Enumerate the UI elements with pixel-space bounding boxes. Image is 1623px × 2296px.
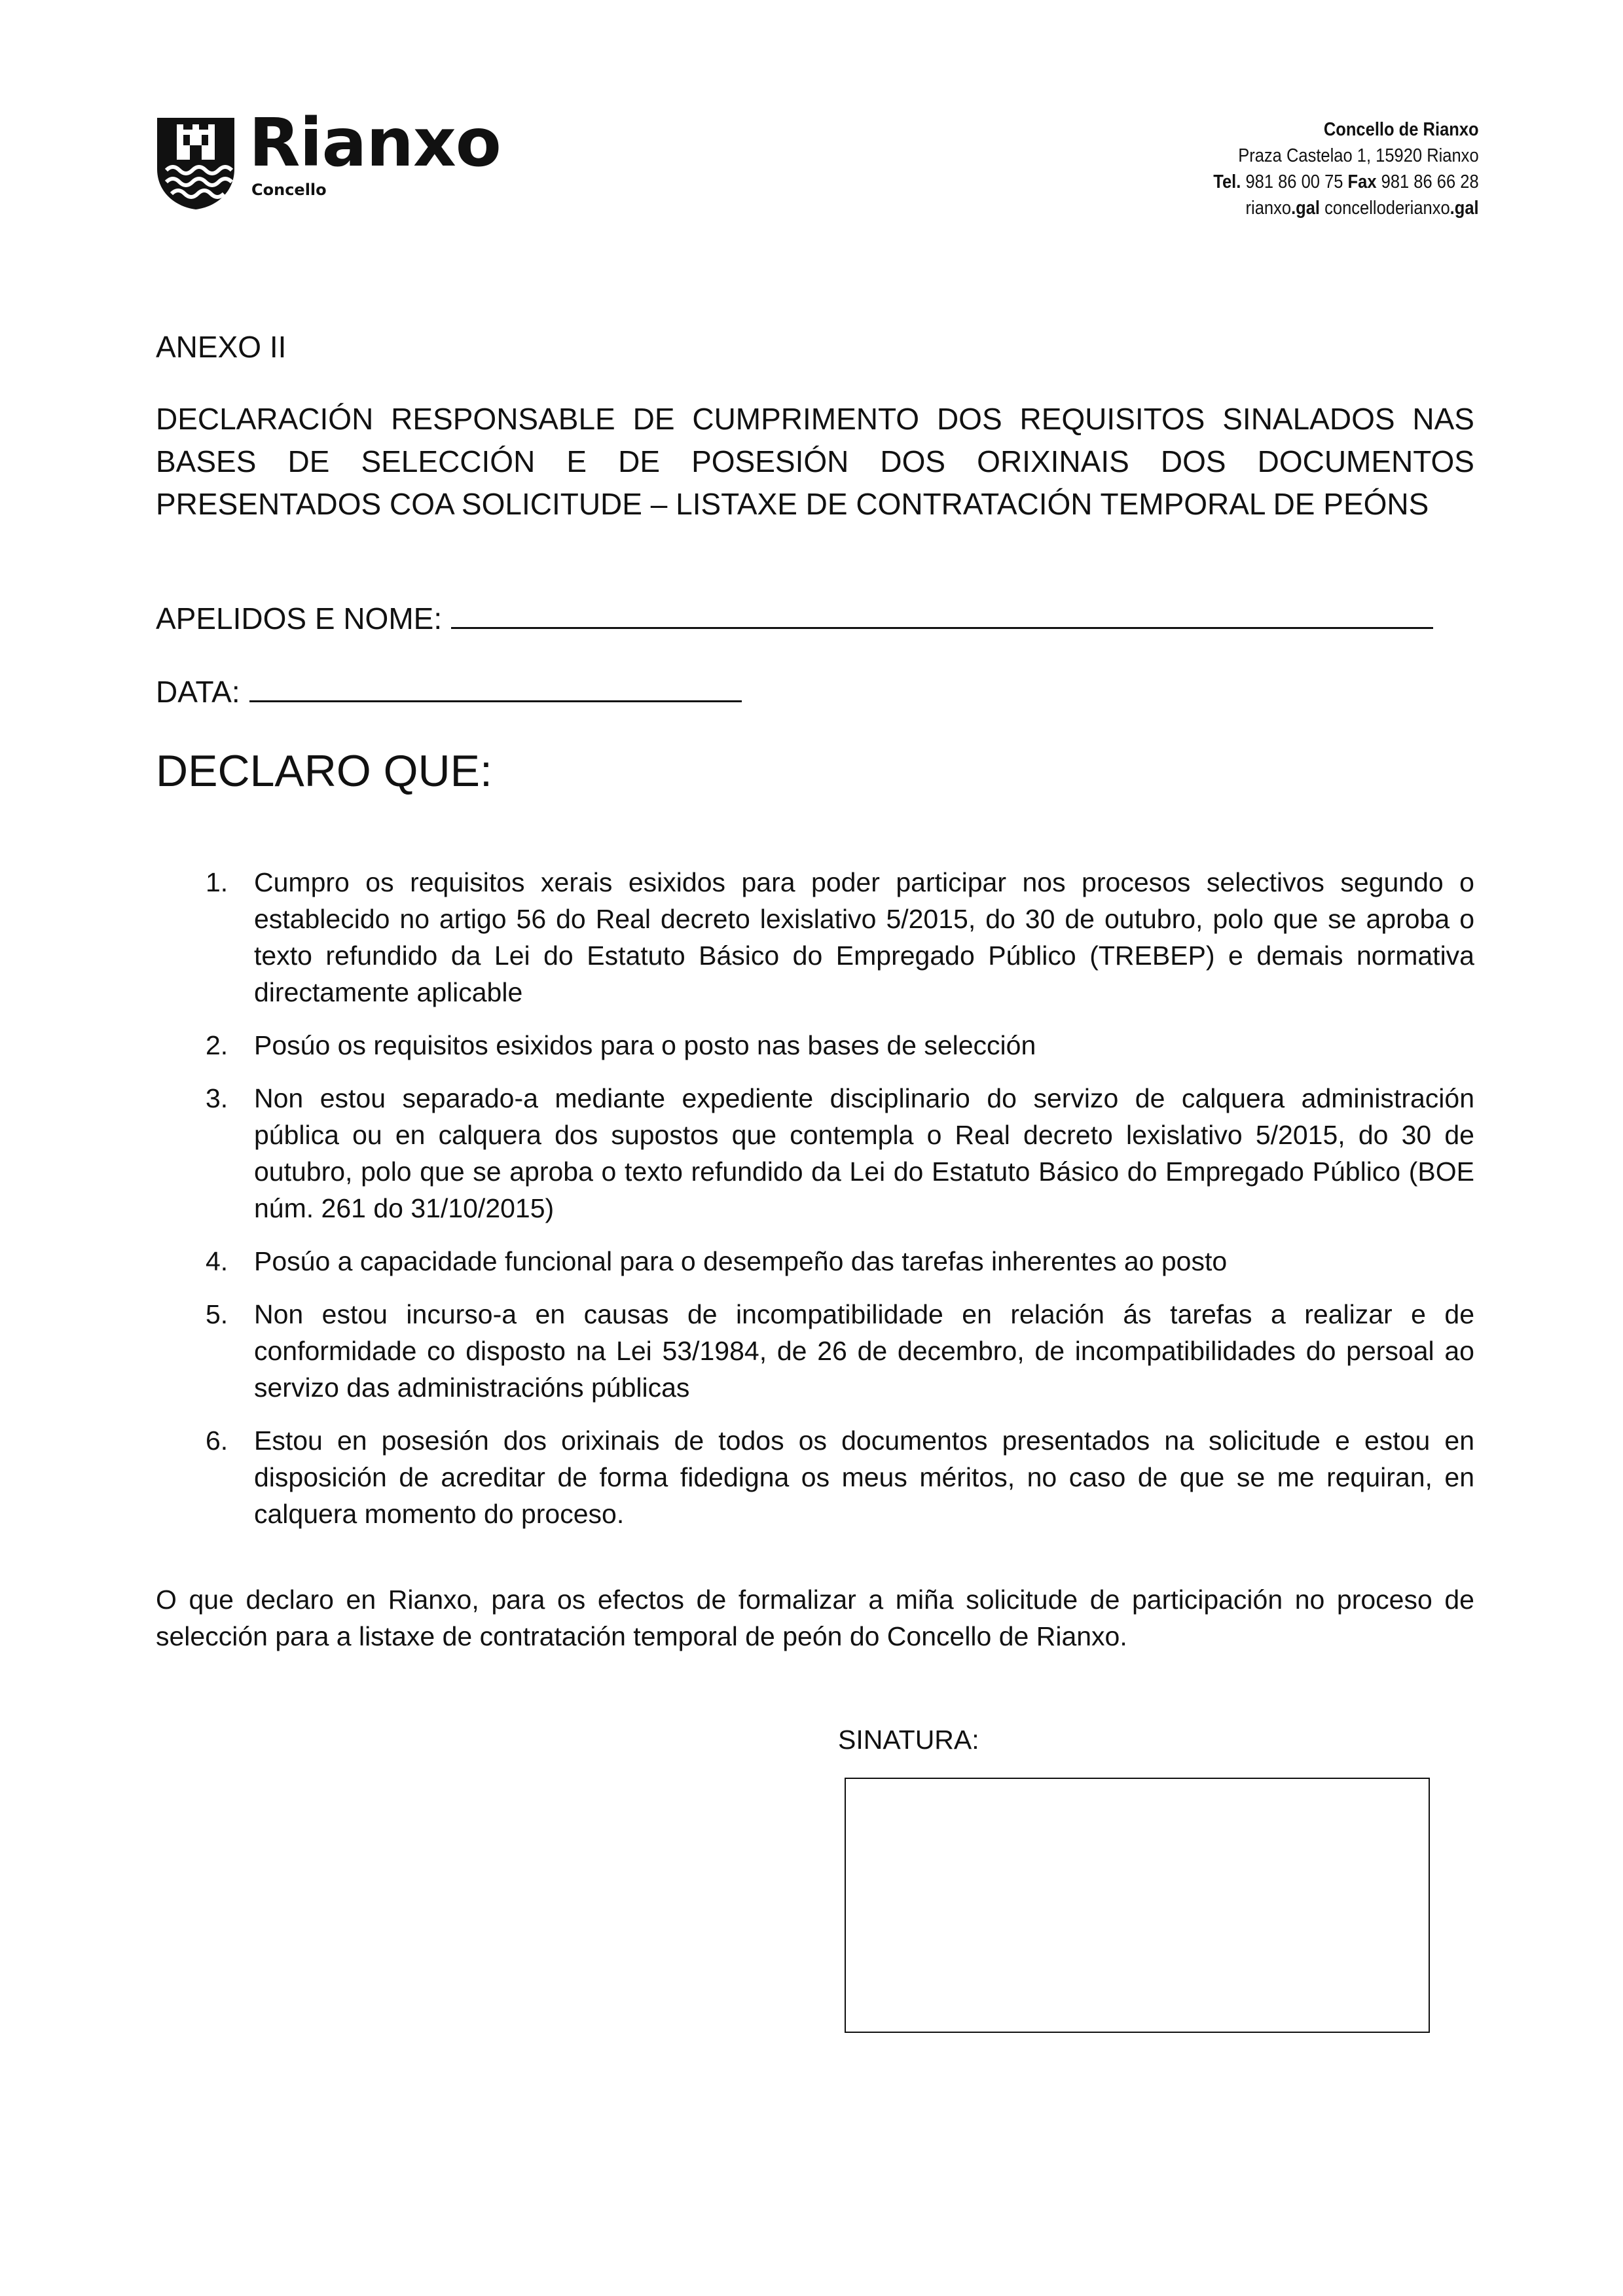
web2-suffix: .gal: [1450, 198, 1479, 219]
annex-heading: ANEXO II: [156, 330, 287, 364]
list-item: [156, 1422, 1474, 1532]
date-field-label: DATA:: [156, 675, 240, 709]
signature-label: SINATURA:: [838, 1725, 979, 1755]
name-field-line[interactable]: [451, 598, 1433, 629]
name-field: [156, 598, 1433, 637]
list-item: [156, 1243, 1474, 1280]
list-item-number: 3.: [206, 1083, 228, 1113]
list-item-text: Non estou incurso-a en causas de incompatibilidade en relación ás tarefas a realizar e de conformidade co disposto na Lei 53/1984, de 26 de decembro, de incompatibilidades do persoal ao servizo das administracións públicas: [254, 1299, 1474, 1403]
list-item-text: Posúo os requisitos esixidos para o posto nas bases de selección: [254, 1030, 1036, 1060]
signature-box[interactable]: [845, 1778, 1430, 2033]
list-item-text: Estou en posesión dos orixinais de todos os documentos presentados na solicitude e estou en disposición de acreditar de forma fidedigna os meus méritos, no caso de que se me requiran, en calquera momento do proceso.: [254, 1426, 1474, 1529]
contact-org: Concello de Rianxo: [1324, 119, 1479, 140]
list-item-number: 1.: [206, 867, 228, 897]
web1-suffix: .gal: [1291, 198, 1321, 219]
logo-wordmark: Rianxo: [249, 104, 501, 182]
fax-number: 981 86 66 28: [1381, 171, 1479, 192]
list-item-number: 5.: [206, 1299, 228, 1329]
closing-paragraph: O que declaro en Rianxo, para os efectos de formalizar a miña solicitude de participación no proceso de selección para a listaxe de contratación temporal de peón do Concello de Rianxo.: [156, 1585, 1474, 1651]
list-item-number: 2.: [206, 1030, 228, 1060]
shield-castle-waves-icon: [155, 115, 237, 211]
list-item: [156, 864, 1474, 1011]
date-field-line[interactable]: [249, 672, 742, 702]
document-title: DECLARACIÓN RESPONSABLE DE CUMPRIMENTO DOS REQUISITOS SINALADOS NAS BASES DE SELECCIÓN E DE POSESIÓN DOS ORIXINAIS DOS DOCUMENTOS PRESENTADOS COA SOLICITUDE – LISTAXE DE CONTRATACIÓN TEMPORAL DE PEÓNS: [156, 402, 1474, 521]
web2-prefix: concelloderianxo: [1324, 198, 1451, 219]
list-item-number: 4.: [206, 1246, 228, 1276]
contact-web: [1214, 195, 1479, 221]
list-item-text: Non estou separado-a mediante expediente disciplinario do servizo de calquera administración pública ou en calquera dos supostos que contempla o Real decreto lexislativo 5/2015, do 30 de outubro, polo que se aproba o texto refundido da Lei do Estatuto Básico do Empregado Público (BOE núm. 261 do 31/10/2015): [254, 1083, 1474, 1223]
fax-label: Fax: [1347, 171, 1377, 192]
name-field-label: APELIDOS E NOME:: [156, 601, 443, 636]
declaro-heading: DECLARO QUE:: [156, 746, 492, 796]
list-item-number: 6.: [206, 1426, 228, 1456]
logo-subtitle: Concello: [251, 181, 327, 199]
list-item-text: Posúo a capacidade funcional para o desempeño das tarefas inherentes ao posto: [254, 1246, 1228, 1276]
list-item: [156, 1296, 1474, 1406]
date-field: [156, 672, 742, 710]
tel-label: Tel.: [1213, 171, 1241, 192]
list-item-text: Cumpro os requisitos xerais esixidos para poder participar nos procesos selectivos segundo o establecido no artigo 56 do Real decreto lexislativo 5/2015, do 30 de outubro, polo que se aproba o texto refundido da Lei do Estatuto Básico do Empregado Público (TREBEP) e demais normativa directamente aplicable: [254, 867, 1474, 1007]
list-item: [156, 1080, 1474, 1227]
contact-block: [1214, 117, 1479, 221]
contact-phone-fax: [1214, 169, 1479, 195]
list-item: [156, 1027, 1474, 1064]
tel-number: 981 86 00 75: [1245, 171, 1343, 192]
web1-prefix: rianxo: [1245, 198, 1292, 219]
declaration-list: [156, 864, 1474, 1549]
contact-address: Praza Castelao 1, 15920 Rianxo: [1238, 145, 1479, 166]
concello-logo: [155, 104, 521, 213]
